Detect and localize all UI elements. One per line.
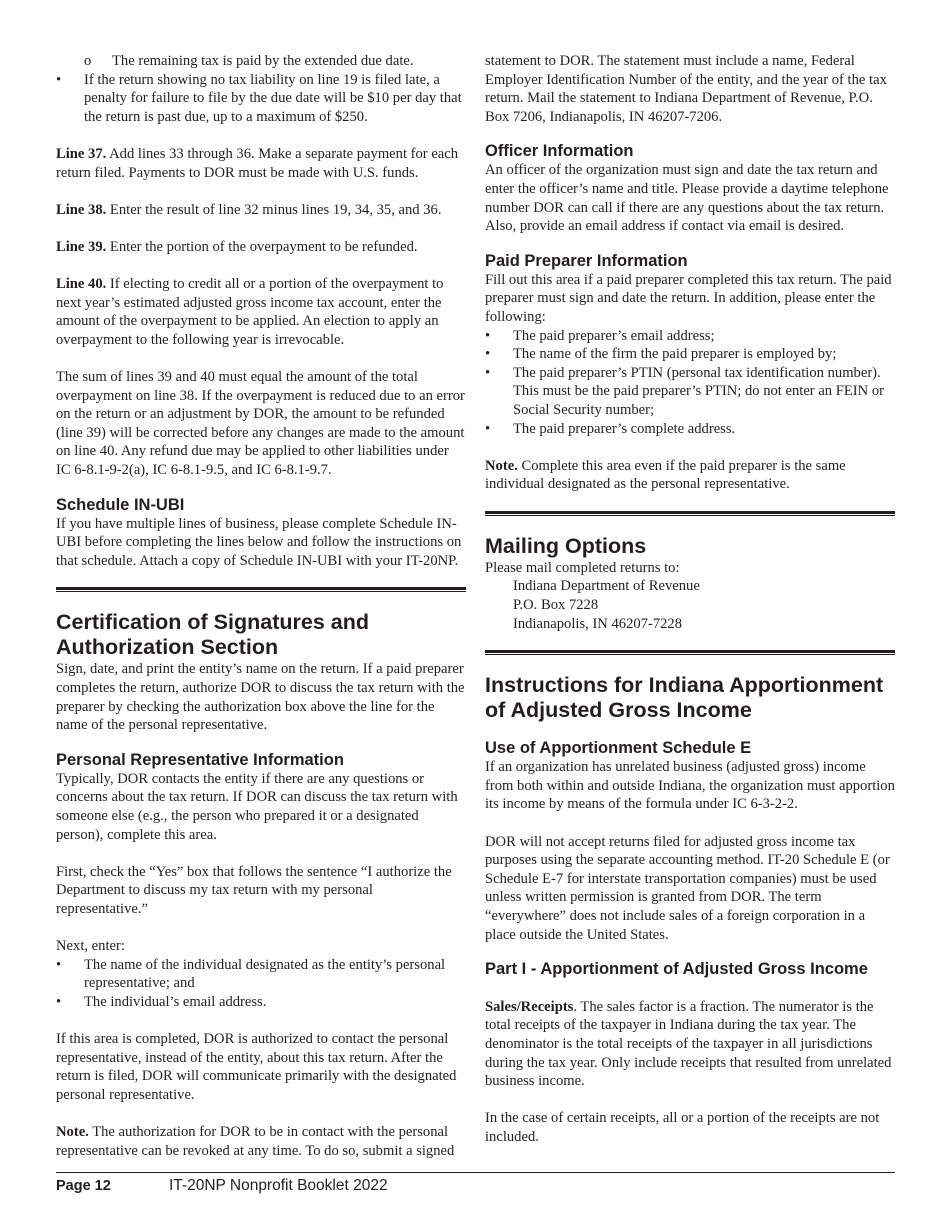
- bullet-icon: •: [485, 420, 491, 437]
- address-line: P.O. Box 7228: [513, 597, 599, 614]
- note-paragraph: Note. Complete this area even if the paid preparer is the same individual designated as the personal representative.: [485, 457, 846, 493]
- list-item: • If the return showing no tax liability on line 19 is filed late, a penalty for failure to file by the due date will be $10 per day that the return is past due, up to a maximum of $250.: [56, 71, 462, 125]
- ubi-paragraph: If you have multiple lines of business, please complete Schedule IN-UBI before completing the lines below and follow the instructions on that schedule. Attach a copy of Schedule IN-UBI with your IT-20NP.: [56, 515, 462, 569]
- address-line: Indianapolis, IN 46207-7228: [513, 615, 683, 632]
- officer-heading: Officer Information: [485, 142, 634, 161]
- mailing-heading: Mailing Options: [485, 533, 647, 558]
- paid-preparer-paragraph: Fill out this area if a paid preparer completed this tax return. The paid preparer must sign and date the return. In addition, please enter the following:: [485, 271, 892, 325]
- officer-paragraph: An officer of the organization must sign and date the tax return and enter the officer’s name and title. Please provide a daytime telephone number DOR can call if there are any questions about the tax return. Also, provide an email address if contact via email is desired.: [485, 162, 889, 235]
- completed-paragraph: If this area is completed, DOR is authorized to contact the personal representative, instead of the entity, about this tax return. After the return is filed, DOR will communicate primarily with the designated personal representative.: [56, 1031, 457, 1103]
- paid-preparer-heading: Paid Preparer Information: [485, 251, 688, 270]
- list-item: • The paid preparer’s PTIN (personal tax identification number). This must be the paid preparer’s PTIN; do not enter an FEIN or Social Security number;: [485, 364, 884, 418]
- list-item: • The name of the firm the paid preparer is employed by;: [485, 346, 837, 363]
- section-divider: [56, 587, 466, 592]
- left-column: [56, 52, 466, 1160]
- mailing-intro: Please mail completed returns to:: [485, 559, 680, 576]
- use-schedule-paragraph: If an organization has unrelated business (adjusted gross) income from both within and outside Indiana, the organization must apportion its income by means of the formula under IC 6-3-2-2.: [485, 759, 895, 813]
- bullet-icon: •: [56, 956, 62, 973]
- ubi-heading: Schedule IN-UBI: [56, 495, 185, 514]
- page-footer: [56, 1172, 895, 1194]
- section-divider: [485, 650, 895, 655]
- dor-paragraph: DOR will not accept returns filed for adjusted gross income tax purposes using the separate accounting method. IT-20 Schedule E (or Schedule E-7 for interstate transportation companies) must be used unless written permission is granted from DOR. The term “everywhere” does not include sales of a foreign corporation in a place outside the United States.: [485, 833, 890, 943]
- cert-heading: Certification of Signatures and Authorization Section: [56, 610, 369, 660]
- statement-paragraph: statement to DOR. The statement must include a name, Federal Employer Identification Number of the entity, and the year of the tax return. Mail the statement to Indiana Department of Revenue, P.O. Box 7206, Indianapolis, IN 46207-7206.: [485, 53, 887, 125]
- line37-paragraph: Line 37. Add lines 33 through 36. Make a separate payment for each return filed. Payments to DOR must be made with U.S. funds.: [56, 145, 459, 181]
- sum-paragraph: The sum of lines 39 and 40 must equal the amount of the total overpayment on line 38. If the overpayment is reduced due to an error on the return or an adjustment by DOR, the amount to be refunded (line 39) will be corrected before any changes are made to the amount on line 40. Any refund due may be applied to other liabilities under IC 6-8.1-9-2(a), IC 6-8.1-9.5, and IC 6-8.1-9.7.: [56, 369, 465, 479]
- list-item: • The name of the individual designated as the entity’s personal representative; and: [56, 956, 446, 992]
- list-item: o The remaining tax is paid by the extended due date.: [84, 53, 414, 69]
- penalty-list: [56, 52, 466, 126]
- part1-heading: Part I - Apportionment of Adjusted Gross Income: [485, 960, 868, 979]
- line40-paragraph: Line 40. If electing to credit all or a portion of the overpayment to next year’s estimated adjusted gross income tax account, enter the amount of the overpayment to be applied. An election to apply an overpayment to the following year is irrevocable.: [56, 276, 444, 348]
- bullet-icon: •: [485, 327, 491, 344]
- paid-preparer-list: [485, 327, 895, 439]
- apportionment-heading: Instructions for Indiana Apportionment of Adjusted Gross Income: [485, 673, 884, 723]
- certain-receipts-paragraph: In the case of certain receipts, all or a portion of the receipts are not included.: [485, 1110, 880, 1145]
- personal-rep-heading: Personal Representative Information: [56, 750, 344, 769]
- next-paragraph: Next, enter:: [56, 938, 125, 955]
- list-item: • The paid preparer’s complete address.: [485, 420, 736, 437]
- personal-rep-paragraph: Typically, DOR contacts the entity if there are any questions or concerns about the tax return. If DOR can discuss the tax return with someone else (e.g., the person who prepared it or a designated person), complete this area.: [56, 770, 458, 843]
- right-column: [485, 52, 895, 1147]
- line39-paragraph: Line 39. Enter the portion of the overpayment to be refunded.: [56, 238, 418, 255]
- line38-paragraph: Line 38. Enter the result of line 32 minus lines 19, 34, 35, and 36.: [56, 201, 442, 218]
- address-line: Indiana Department of Revenue: [513, 578, 700, 595]
- list-item: • The paid preparer’s email address;: [485, 327, 715, 344]
- bullet-icon: •: [56, 993, 62, 1010]
- sales-paragraph: Sales/Receipts. The sales factor is a fraction. The numerator is the total receipts of the taxpayer in Indiana during the tax year. The denominator is the total receipts of the taxpayer in all jurisdictions during the tax year. Only include receipts that resulted from unrelated business income.: [485, 998, 892, 1090]
- list-item: • The individual’s email address.: [56, 993, 267, 1010]
- sub-bullet-icon: o: [84, 53, 92, 69]
- bullet-icon: •: [485, 364, 491, 381]
- page-number: Page 12: [56, 1178, 111, 1194]
- booklet-title: IT-20NP Nonprofit Booklet 2022: [169, 1177, 388, 1194]
- section-divider: [485, 511, 895, 516]
- next-list: [56, 956, 466, 1012]
- bullet-icon: •: [56, 71, 62, 88]
- bullet-icon: •: [485, 346, 491, 363]
- use-schedule-heading: Use of Apportionment Schedule E: [485, 739, 752, 758]
- cert-paragraph: Sign, date, and print the entity’s name on the return. If a paid preparer completes the return, authorize DOR to discuss the tax return with the preparer by checking the authorization box above the line for the name of the personal representative.: [56, 661, 465, 734]
- note-paragraph: Note. The authorization for DOR to be in contact with the personal representative can be revoked at any time. To do so, submit a signed: [56, 1124, 455, 1159]
- first-paragraph: First, check the “Yes” box that follows the sentence “I authorize the Department to discuss my tax return with my personal representative.”: [56, 863, 452, 917]
